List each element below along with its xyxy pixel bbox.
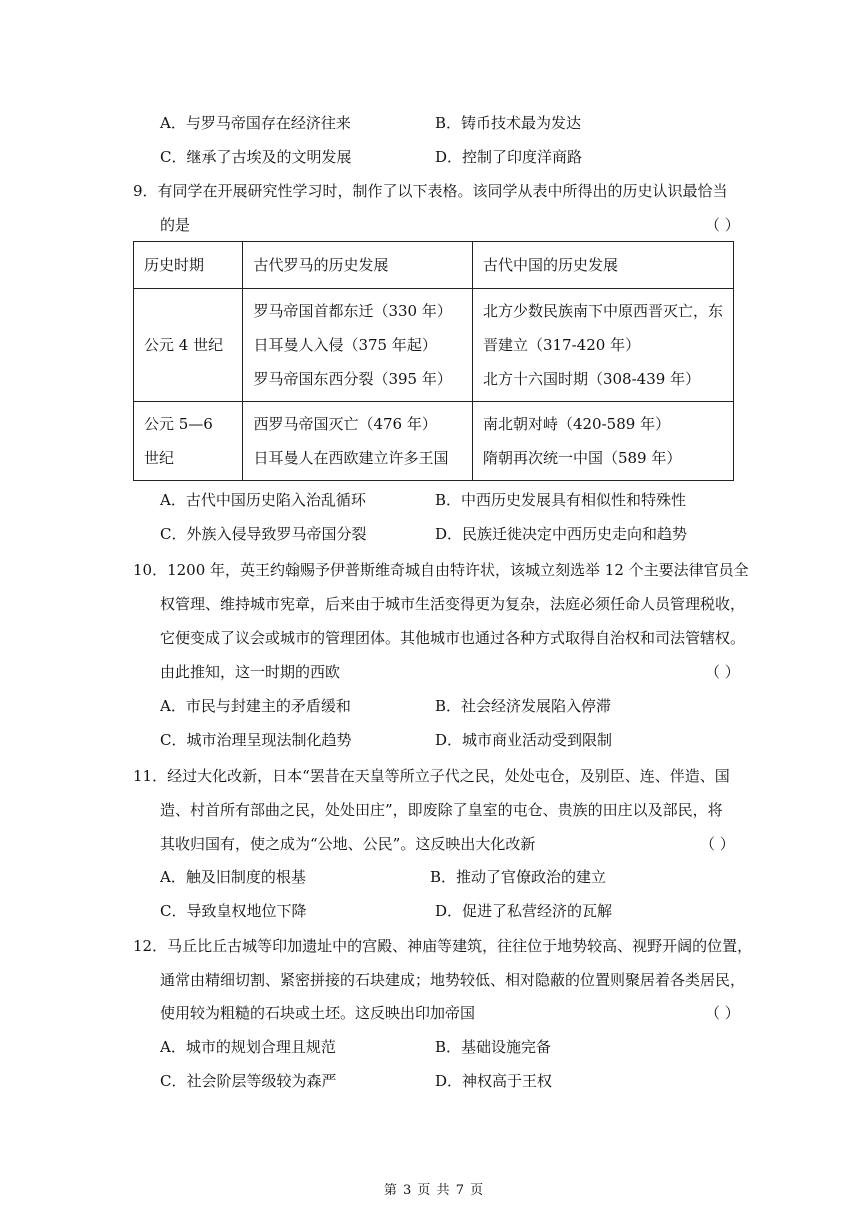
q11-stem-line: 11．经过大化改新，日本“罢昔在天皇等所立子代之民，处处屯仓，及别臣、连、伴造、国 [133,767,730,785]
row2-period: 公元 5—6 世纪 [134,402,243,481]
table-row [134,402,734,481]
q12-option-c: C．社会阶层等级较为森严 [160,1072,337,1090]
row1-china-line: 北方十六国时期（308-439 年） [482,370,701,388]
q8-option-c: C．继承了古埃及的文明发展 [160,148,352,166]
row2-china-line: 隋朝再次统一中国（589 年） [482,449,682,467]
q11-answer-paren: （ ） [700,835,735,853]
row1-china [472,289,733,402]
row2-rome [243,402,473,481]
q8-option-d: D．控制了印度洋商路 [435,148,583,166]
q10-stem-line: 权管理、维持城市宪章，后来由于城市生活变得更为复杂，法庭必须任命人员管理税收， [160,595,746,613]
row1-period: 公元 4 世纪 [134,289,243,402]
row2-china-line: 南北朝对峙（420-589 年） [482,415,671,433]
row2-china [472,402,733,481]
q12-option-b: B．基础设施完备 [435,1038,552,1056]
row1-rome [243,289,473,402]
row2-rome-line: 西罗马帝国灭亡（476 年） [253,415,437,433]
header-period: 历史时期 [134,242,243,289]
q9-option-b: B．中西历史发展具有相似性和特殊性 [435,491,687,509]
q11-option-b: B．推动了官僚政治的建立 [430,868,607,886]
q12-answer-paren: （ ） [705,1004,740,1022]
q9-stem-line-1: 9．有同学在开展研究性学习时，制作了以下表格。该同学从表中所得出的历史认识最恰当 [133,182,728,200]
table-row [134,289,734,402]
row1-rome-line: 罗马帝国东西分裂（395 年） [253,370,452,388]
q9-option-a: A．古代中国历史陷入治乱循环 [160,491,366,509]
q10-option-d: D．城市商业活动受到限制 [435,731,613,749]
row1-china-line: 北方少数民族南下中原西晋灭亡，东 [482,302,723,320]
row2-rome-line: 日耳曼人在西欧建立许多王国 [253,449,449,467]
q12-stem-line: 12．马丘比丘古城等印加遗址中的宫殿、神庙等建筑，往往位于地势较高、视野开阔的位置， [133,937,753,955]
q11-stem-line: 其收归国有，使之成为“公地、公民”。这反映出大化改新 [160,835,536,853]
header-rome: 古代罗马的历史发展 [243,242,473,289]
q11-option-c: C．导致皇权地位下降 [160,902,307,920]
q9-answer-paren: （ ） [705,216,740,234]
q8-option-b: B．铸币技术最为发达 [435,114,582,132]
q11-option-d: D．促进了私营经济的瓦解 [435,902,613,920]
q11-stem-line: 造、村首所有部曲之民，处处田庄”，即废除了皇室的屯仓、贵族的田庄以及部民，将 [160,801,723,819]
q10-stem-line: 由此推知，这一时期的西欧 [160,663,341,681]
table-header-row [134,242,734,289]
header-china: 古代中国的历史发展 [472,242,733,289]
q11-option-a: A．触及旧制度的根基 [160,868,306,886]
q10-option-a: A．市民与封建主的矛盾缓和 [160,697,351,715]
q12-stem-line: 通常由精细切割、紧密拼接的石块建成；地势较低、相对隐蔽的位置则聚居着各类居民， [160,971,746,989]
row1-china-line: 晋建立（317-420 年） [482,336,641,354]
q8-option-a: A．与罗马帝国存在经济往来 [160,114,351,132]
q10-option-c: C．城市治理呈现法制化趋势 [160,731,352,749]
q9-stem-line-2: 的是 [160,216,191,234]
q10-stem-line: 它便变成了议会或城市的管理团体。其他城市也通过各种方式取得自治权和司法管辖权。 [160,629,746,647]
q10-stem-line: 10．1200 年，英王约翰赐予伊普斯维奇城自由特许状，该城立刻选举 12 个主要法律官员全 [133,561,749,579]
row1-rome-line: 罗马帝国首都东迁（330 年） [253,302,452,320]
q12-option-a: A．城市的规划合理且规范 [160,1038,336,1056]
q9-option-c: C．外族入侵导致罗马帝国分裂 [160,525,367,543]
q10-option-b: B．社会经济发展陷入停滞 [435,697,612,715]
history-comparison-table [133,241,734,481]
q12-option-d: D．神权高于王权 [435,1072,553,1090]
row1-rome-line: 日耳曼人入侵（375 年起） [253,336,437,354]
q9-option-d: D．民族迁徙决定中西历史走向和趋势 [435,525,688,543]
q12-stem-line: 使用较为粗糙的石块或土坯。这反映出印加帝国 [160,1004,476,1022]
q10-answer-paren: （ ） [705,663,740,681]
page-footer: 第 3 页 共 7 页 [383,1183,485,1198]
